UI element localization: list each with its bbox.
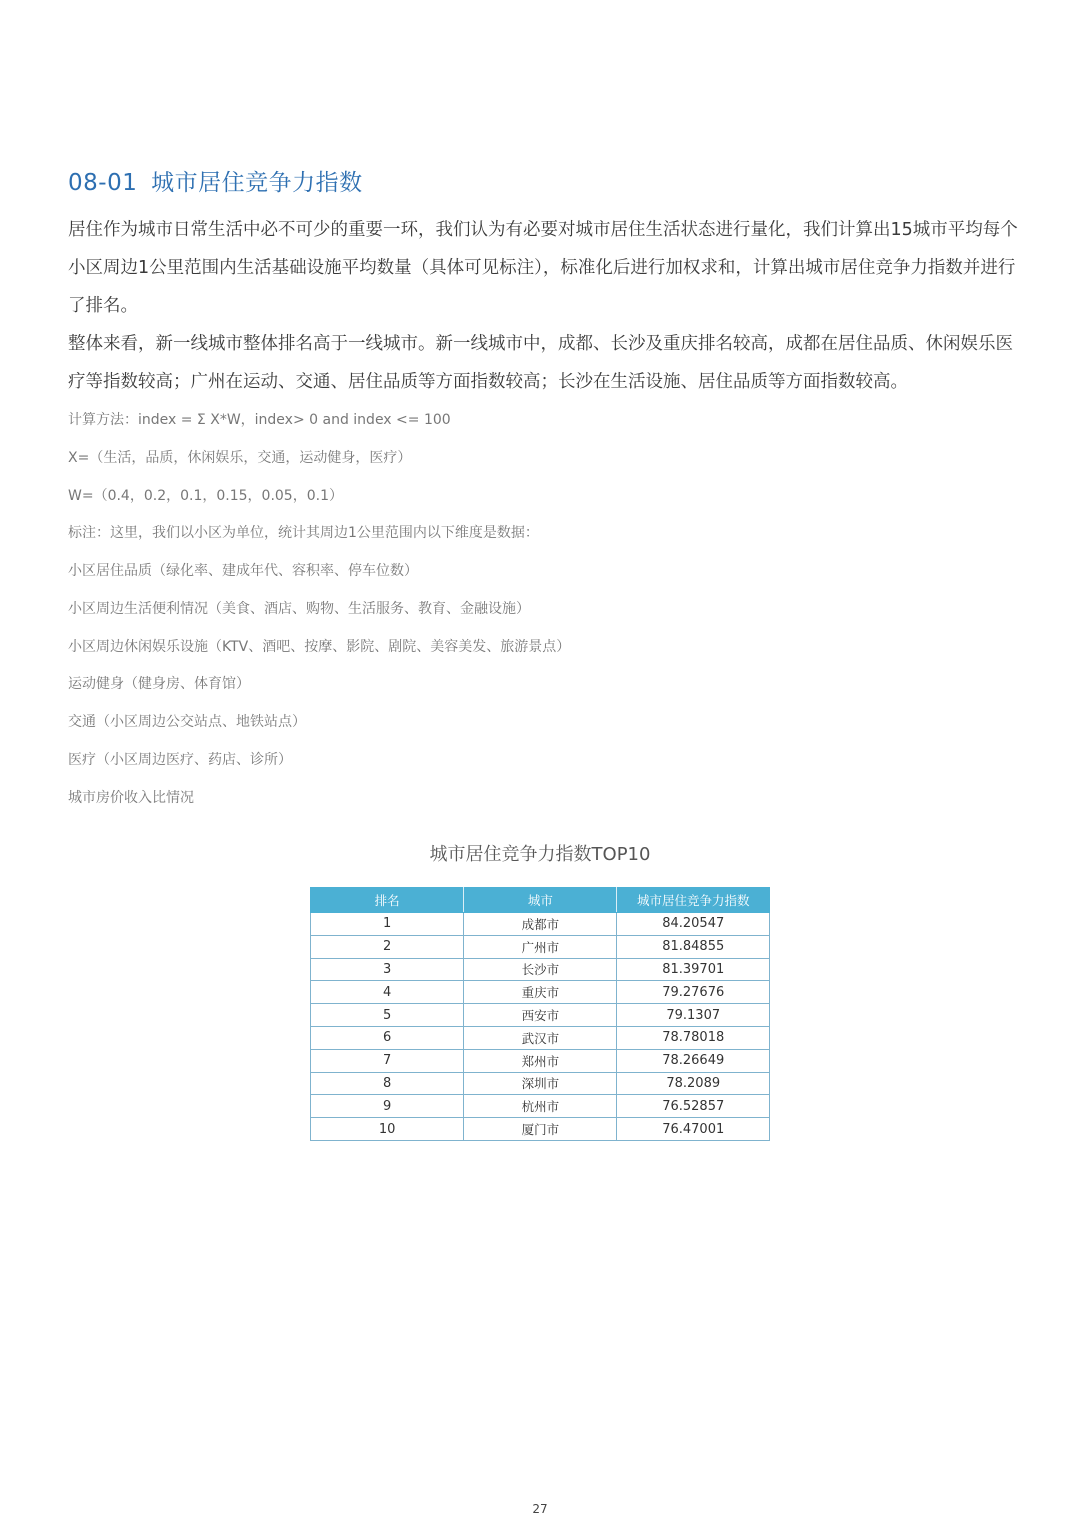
- header-index: 城市居住竞争力指数: [617, 888, 770, 913]
- page-number: 27: [532, 1502, 548, 1516]
- cell-city: 成都市: [464, 913, 617, 936]
- note-transport: 交通（小区周边公交站点、地铁站点）: [68, 714, 306, 730]
- cell-value: 81.84855: [617, 935, 770, 958]
- summary-paragraph: 整体来看，新一线城市整体排名高于一线城市。新一线城市中，成都、长沙及重庆排名较高，成都在居住品质、休闲娱乐医疗等指数较高；广州在运动、交通、居住品质等方面指数较高；长沙在生活设施、居住品质等方面指数较高。: [68, 334, 1013, 392]
- table-row: [311, 1095, 770, 1118]
- cell-city: 广州市: [464, 935, 617, 958]
- cell-rank: 9: [311, 1095, 464, 1118]
- cell-rank: 8: [311, 1072, 464, 1095]
- note-life: 小区周边生活便利情况（美食、酒店、购物、生活服务、教育、金融设施）: [68, 601, 530, 617]
- cell-city: 杭州市: [464, 1095, 617, 1118]
- note-medical: 医疗（小区周边医疗、药店、诊所）: [68, 752, 292, 768]
- cell-rank: 6: [311, 1026, 464, 1049]
- intro-paragraph: 居住作为城市日常生活中必不可少的重要一环，我们认为有必要对城市居住生活状态进行量化，我们计算出15城市平均每个小区周边1公里范围内生活基础设施平均数量（具体可见标注），标准化后进行加权求和，计算出城市居住竞争力指数并进行了排名。: [68, 220, 1018, 316]
- ranking-table: [310, 887, 770, 1141]
- section-title: [68, 164, 363, 197]
- table-title: 城市居住竞争力指数TOP10: [429, 844, 651, 865]
- table-row: [311, 1072, 770, 1095]
- header-city: 城市: [464, 888, 617, 913]
- note-formula: 计算方法：index = Σ X*W，index> 0 and index <= 100: [68, 412, 451, 428]
- table-row: [311, 981, 770, 1004]
- note-quality: 小区居住品质（绿化率、建成年代、容积率、停车位数）: [68, 563, 418, 579]
- cell-value: 76.52857: [617, 1095, 770, 1118]
- cell-rank: 3: [311, 958, 464, 981]
- section-heading: 城市居住竞争力指数: [151, 170, 363, 196]
- table-row: [311, 958, 770, 981]
- cell-value: 79.27676: [617, 981, 770, 1004]
- cell-value: 84.20547: [617, 913, 770, 936]
- cell-rank: 7: [311, 1049, 464, 1072]
- cell-rank: 10: [311, 1118, 464, 1141]
- cell-value: 76.47001: [617, 1118, 770, 1141]
- cell-value: 79.1307: [617, 1004, 770, 1027]
- note-sports: 运动健身（健身房、体育馆）: [68, 676, 250, 692]
- cell-city: 深圳市: [464, 1072, 617, 1095]
- cell-city: 厦门市: [464, 1118, 617, 1141]
- cell-value: 78.78018: [617, 1026, 770, 1049]
- cell-city: 西安市: [464, 1004, 617, 1027]
- cell-rank: 4: [311, 981, 464, 1004]
- table-row: [311, 1026, 770, 1049]
- table-row: [311, 913, 770, 936]
- header-rank: 排名: [311, 888, 464, 913]
- table-row: [311, 1004, 770, 1027]
- table-row: [311, 935, 770, 958]
- note-annotation: 标注：这里，我们以小区为单位，统计其周边1公里范围内以下维度是数据：: [68, 525, 539, 541]
- cell-city: 重庆市: [464, 981, 617, 1004]
- cell-value: 81.39701: [617, 958, 770, 981]
- note-price-income: 城市房价收入比情况: [68, 790, 194, 806]
- table-header-row: [311, 888, 770, 913]
- cell-city: 武汉市: [464, 1026, 617, 1049]
- table-row: [311, 1118, 770, 1141]
- note-x-dimensions: X=（生活，品质，休闲娱乐，交通，运动健身，医疗）: [68, 450, 412, 466]
- note-weights: W=（0.4，0.2，0.1，0.15，0.05，0.1）: [68, 488, 343, 504]
- table-row: [311, 1049, 770, 1072]
- cell-city: 郑州市: [464, 1049, 617, 1072]
- cell-rank: 2: [311, 935, 464, 958]
- section-number: 08-01: [68, 170, 138, 196]
- cell-value: 78.26649: [617, 1049, 770, 1072]
- cell-rank: 5: [311, 1004, 464, 1027]
- cell-rank: 1: [311, 913, 464, 936]
- cell-value: 78.2089: [617, 1072, 770, 1095]
- cell-city: 长沙市: [464, 958, 617, 981]
- note-leisure: 小区周边休闲娱乐设施（KTV、酒吧、按摩、影院、剧院、美容美发、旅游景点）: [68, 639, 571, 655]
